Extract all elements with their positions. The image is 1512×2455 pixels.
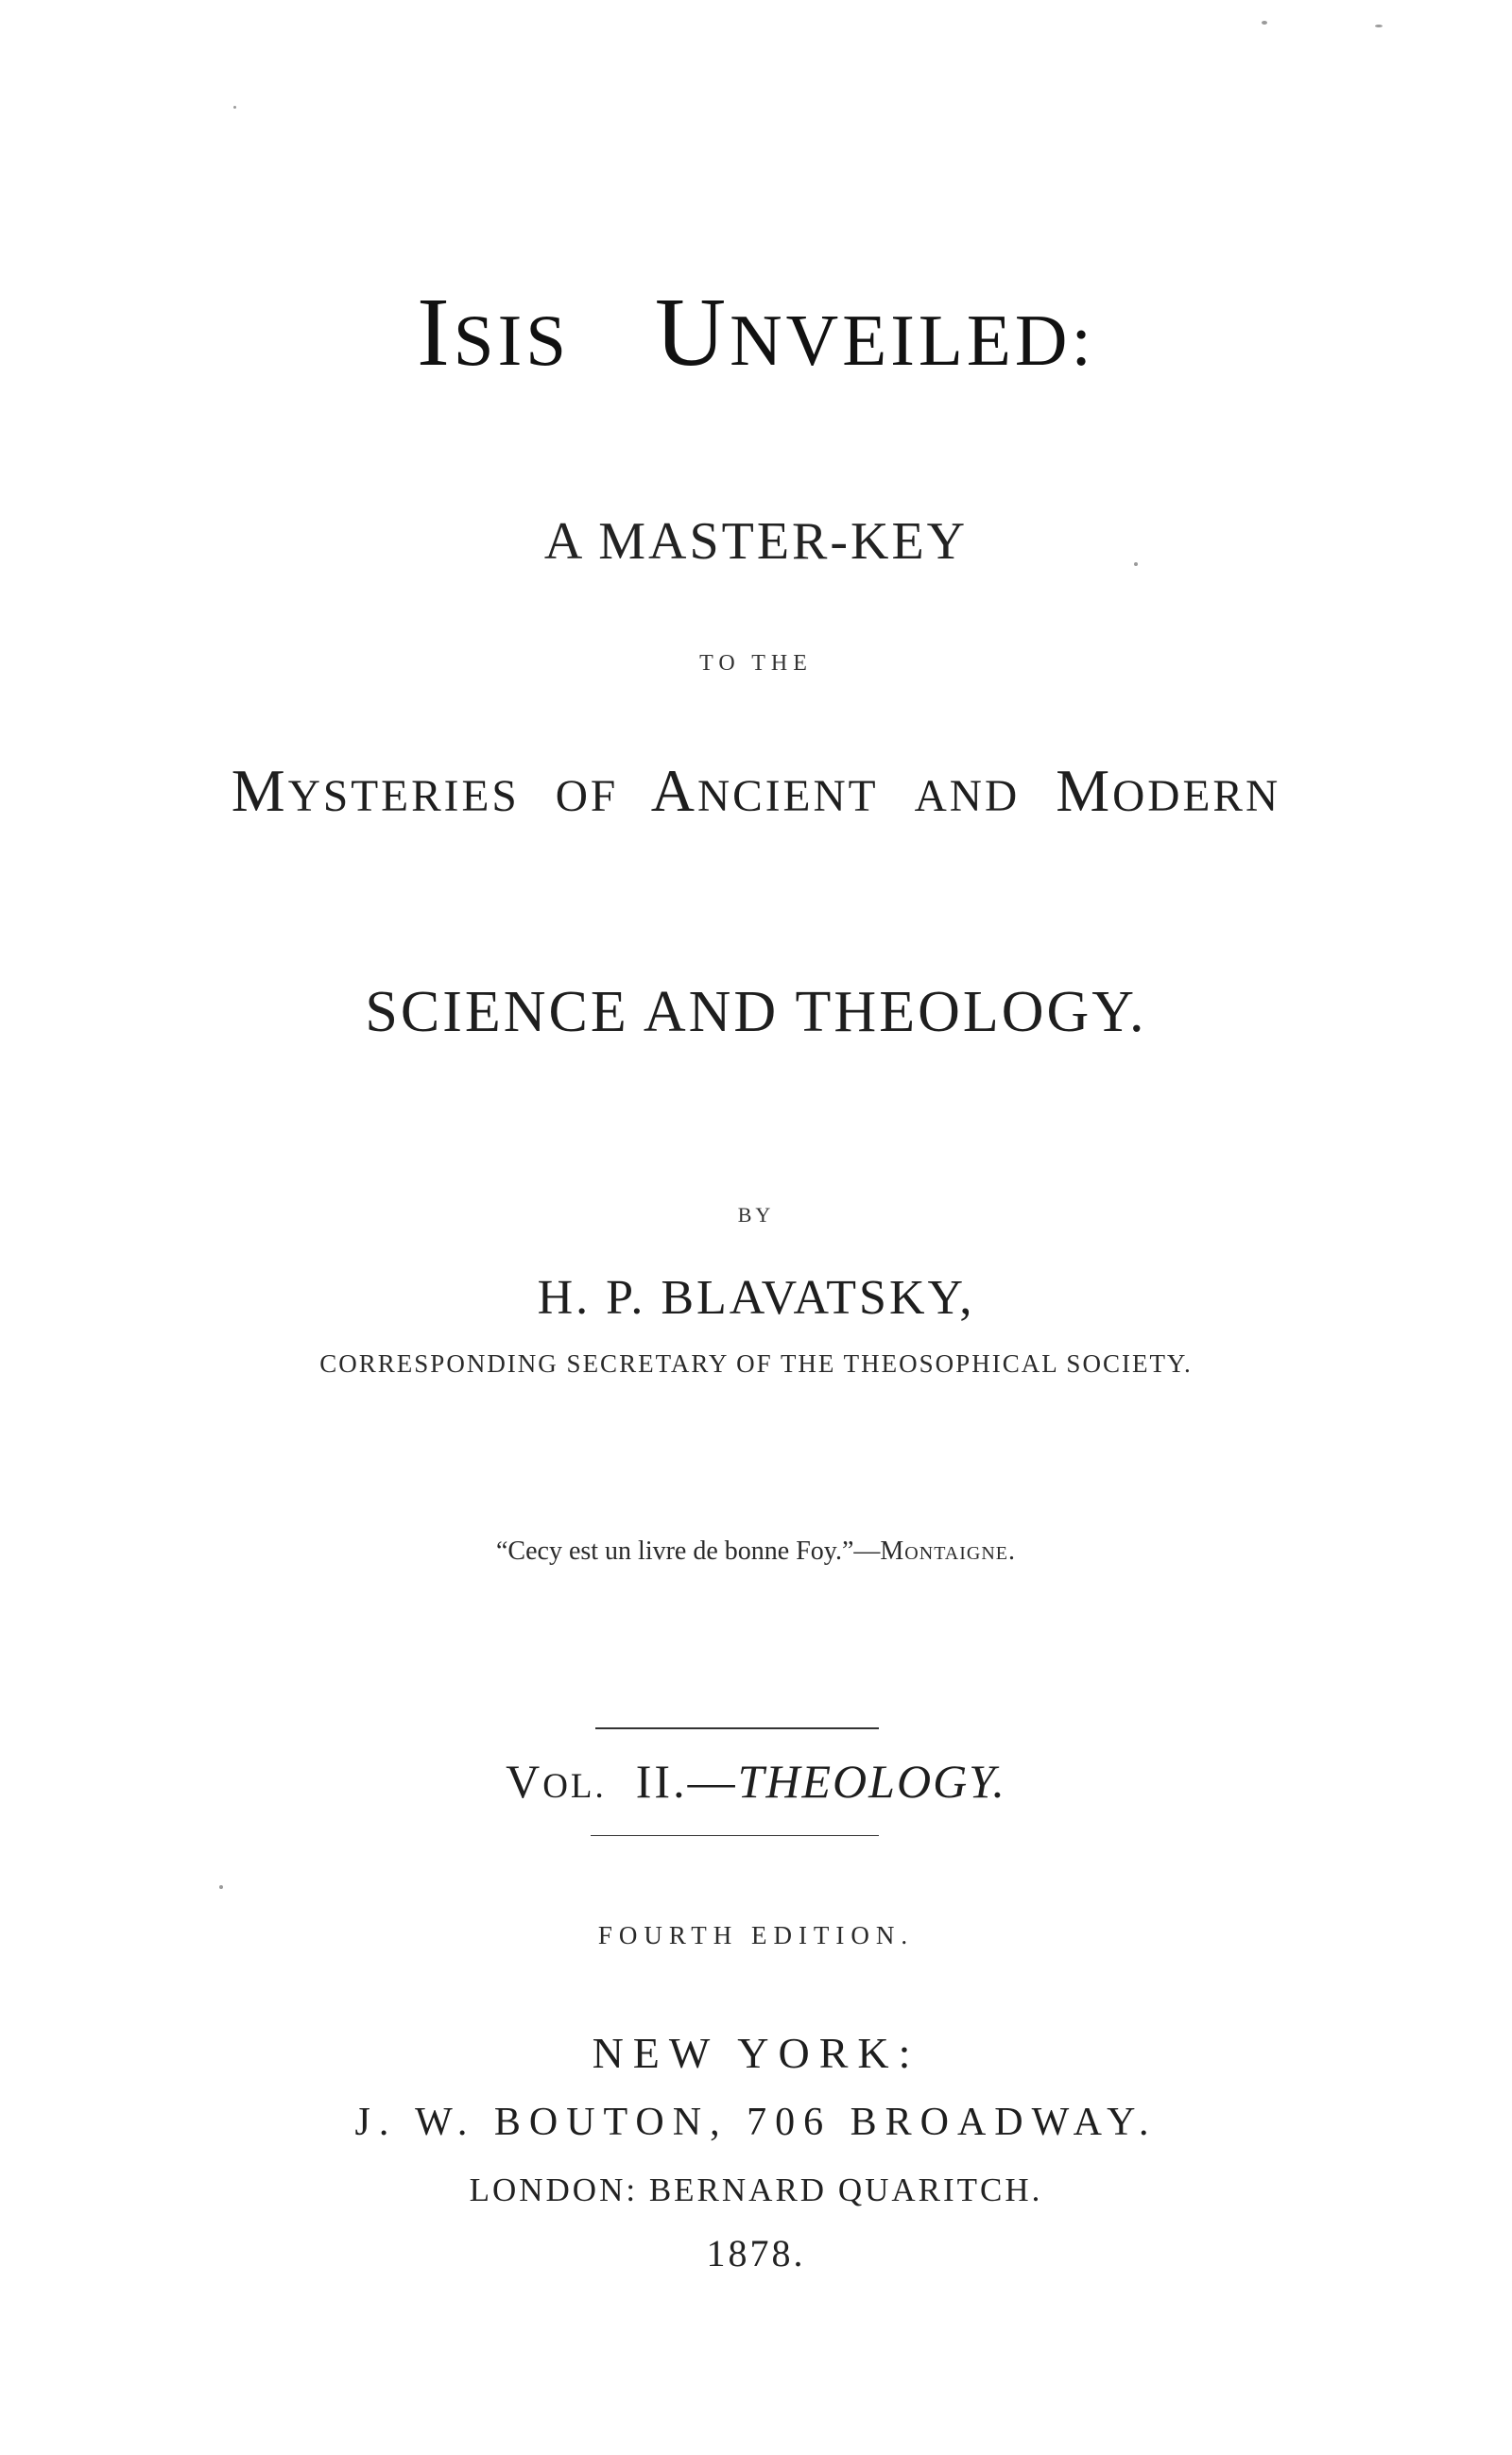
print-speck [1375, 25, 1383, 27]
ancient-rest: NCIENT [696, 772, 879, 821]
mysteries-initial: M [231, 757, 288, 824]
edition: FOURTH EDITION. [597, 1921, 915, 1949]
volume-name: THEOLOGY. [737, 1755, 1006, 1808]
volume-label-rest: OL. [542, 1767, 607, 1806]
ancient-initial: A [650, 757, 697, 824]
science-theology-line: SCIENCE AND THEOLOGY. [365, 980, 1147, 1044]
and-word: AND [914, 772, 1021, 821]
print-speck [233, 106, 236, 109]
author-position: CORRESPONDING SECRETARY OF THE THEOSOPHICAL SOCIETY. [319, 1349, 1193, 1378]
print-speck [1262, 21, 1267, 25]
to-the: TO THE [699, 651, 813, 676]
title-rest-nveiled: NVEILED: [730, 300, 1095, 381]
publisher-city: NEW YORK: [592, 2029, 920, 2077]
print-speck [1134, 562, 1138, 566]
title-initial-u: U [655, 278, 730, 386]
print-speck [219, 1885, 223, 1889]
title-rest-sis: SIS [453, 300, 570, 381]
publication-year: 1878. [706, 2232, 806, 2275]
author-name: H. P. BLAVATSKY, [537, 1271, 975, 1325]
book-title [0, 278, 1512, 386]
mysteries-rest: YSTERIES [287, 772, 520, 821]
epigraph-text: “Cecy est un livre de bonne Foy.”— [495, 1537, 881, 1566]
of-word: OF [555, 772, 619, 821]
subtitle: A MASTER-KEY [543, 512, 969, 571]
by-label: BY [737, 1203, 775, 1227]
rule-above-volume [595, 1727, 879, 1729]
volume-number: II.— [635, 1755, 738, 1808]
volume-line [0, 1755, 1512, 1808]
london-publisher: LONDON: BERNARD QUARITCH. [469, 2172, 1043, 2208]
title-initial-i: I [417, 278, 454, 386]
volume-label-initial: V [506, 1755, 543, 1808]
modern-initial: M [1056, 757, 1113, 824]
epigraph [0, 1538, 1512, 1565]
modern-rest: ODERN [1112, 772, 1281, 821]
publisher: J. W. BOUTON, 706 BROADWAY. [354, 2101, 1158, 2144]
mysteries-line [0, 757, 1512, 824]
rule-below-volume [591, 1835, 879, 1836]
epigraph-attribution: Montaigne. [880, 1537, 1017, 1566]
